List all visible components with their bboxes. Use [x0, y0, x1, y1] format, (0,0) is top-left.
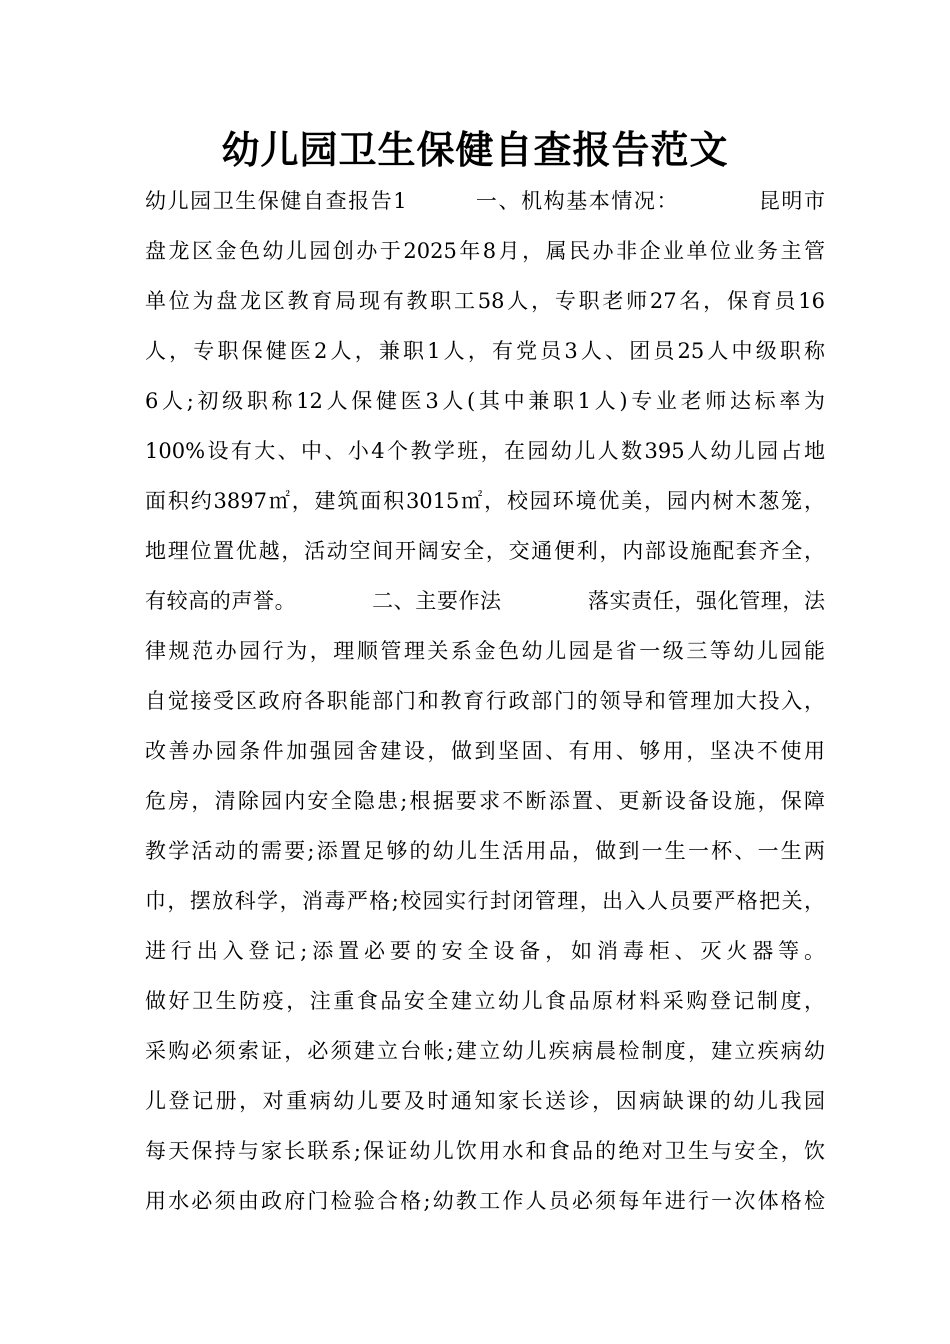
body-line: 做好卫生防疫，注重食品安全建立幼儿食品原材料采购登记制度，	[145, 989, 825, 1013]
body-line: 100%设有大、中、小4个教学班，在园幼儿人数395人幼儿园占地	[145, 439, 825, 463]
body-line: 教学活动的需要;添置足够的幼儿生活用品，做到一生一杯、一生两	[145, 839, 825, 863]
body-line: 用水必须由政府门检验合格;幼教工作人员必须每年进行一次体格检	[145, 1189, 825, 1213]
body-line: 进行出入登记;添置必要的安全设备，如消毒柜、灭火器等。	[145, 939, 825, 963]
document-title: 幼儿园卫生保健自查报告范文	[221, 128, 729, 172]
body-line: 每天保持与家长联系;保证幼儿饮用水和食品的绝对卫生与安全，饮	[145, 1139, 825, 1163]
body-line: 面积约3897㎡，建筑面积3015㎡，校园环境优美，园内树木葱笼，	[145, 489, 825, 513]
body-line: 有较高的声誉。 二、主要作法 落实责任，强化管理，法	[145, 589, 825, 613]
body-line: 地理位置优越，活动空间开阔安全，交通便利，内部设施配套齐全，	[145, 539, 825, 563]
body-line: 采购必须索证，必须建立台帐;建立幼儿疾病晨检制度，建立疾病幼	[145, 1039, 825, 1063]
body-line: 巾，摆放科学，消毒严格;校园实行封闭管理，出入人员要严格把关，	[145, 889, 825, 913]
body-line: 危房，清除园内安全隐患;根据要求不断添置、更新设备设施，保障	[145, 789, 825, 813]
body-line: 盘龙区金色幼儿园创办于2025年8月，属民办非企业单位业务主管	[145, 239, 825, 263]
body-line: 幼儿园卫生保健自查报告1 一、机构基本情况： 昆明市	[145, 189, 825, 213]
body-line: 6人;初级职称12人保健医3人(其中兼职1人)专业老师达标率为	[145, 389, 825, 413]
body-line: 儿登记册，对重病幼儿要及时通知家长送诊，因病缺课的幼儿我园	[145, 1089, 825, 1113]
document-body	[145, 176, 825, 1226]
body-line: 律规范办园行为，理顺管理关系金色幼儿园是省一级三等幼儿园能	[145, 639, 825, 663]
body-line: 单位为盘龙区教育局现有教职工58人，专职老师27名，保育员16	[145, 289, 825, 313]
body-line: 人，专职保健医2人，兼职1人，有党员3人、团员25人中级职称	[145, 339, 825, 363]
body-line: 改善办园条件加强园舍建设，做到坚固、有用、够用，坚决不使用	[145, 739, 825, 763]
body-line: 自觉接受区政府各职能部门和教育行政部门的领导和管理加大投入，	[145, 689, 825, 713]
